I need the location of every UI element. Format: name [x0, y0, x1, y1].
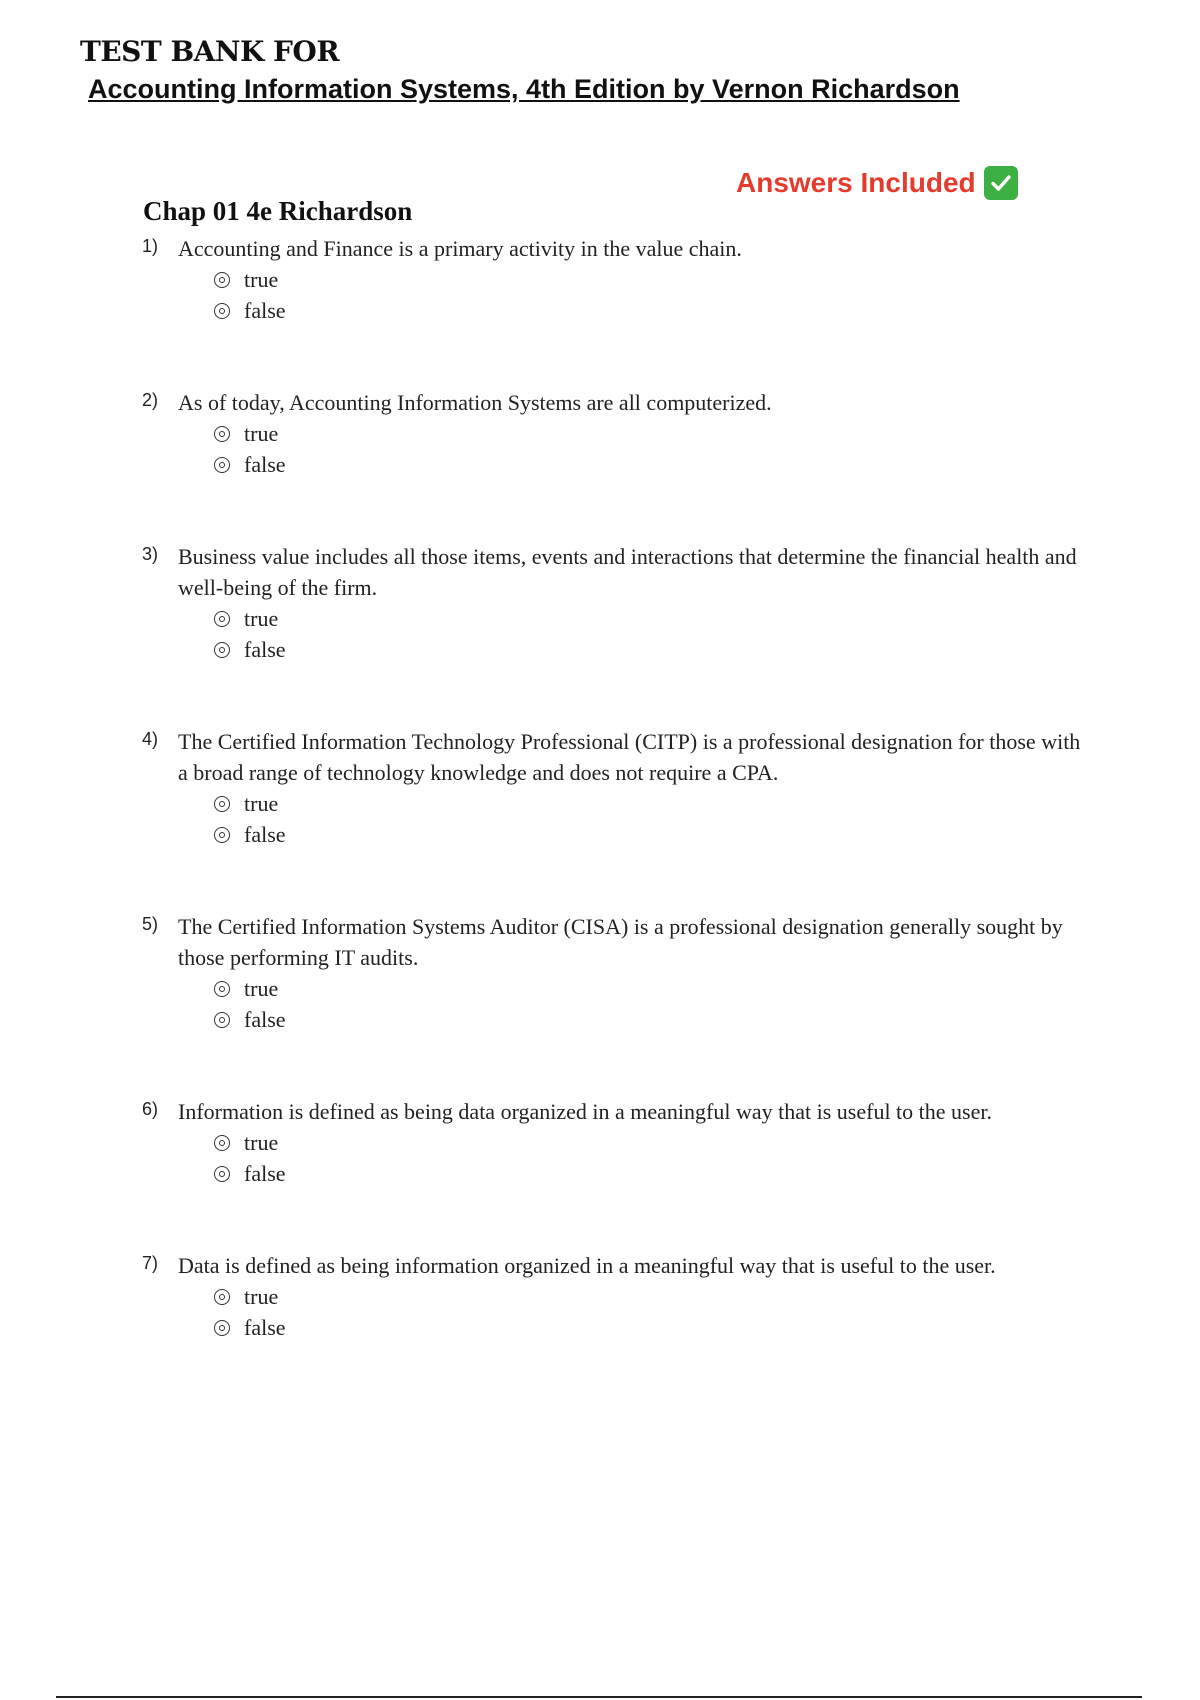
option-label: false	[244, 1314, 286, 1340]
document-subtitle: Accounting Information Systems, 4th Edition by Vernon Richardson	[88, 74, 960, 104]
question-number: 2)	[142, 390, 159, 410]
question-text: Data is defined as being information organized in a meaningful way that is useful to the user.	[178, 1253, 996, 1278]
question-item	[142, 911, 1082, 1035]
option-label: false	[244, 1006, 286, 1032]
question-item	[142, 233, 1082, 326]
option-label: true	[244, 975, 279, 1001]
question-text: As of today, Accounting Information Systems are all computerized.	[178, 390, 772, 415]
question-text: Business value includes all those items, events and interactions that determine the financial health and well-being of the firm.	[178, 544, 1077, 600]
radio-button-icon[interactable]	[214, 272, 230, 288]
document-header	[80, 34, 960, 106]
option-false[interactable]	[214, 449, 1082, 480]
question-item	[142, 1250, 1082, 1343]
answers-included-badge	[736, 166, 1018, 200]
question-number: 1)	[142, 236, 159, 256]
radio-button-icon[interactable]	[214, 426, 230, 442]
radio-button-icon[interactable]	[214, 1166, 230, 1182]
option-label: false	[244, 821, 286, 847]
check-box-icon	[984, 166, 1018, 200]
option-label: false	[244, 1160, 286, 1186]
option-label: false	[244, 297, 286, 323]
radio-button-icon[interactable]	[214, 827, 230, 843]
option-true[interactable]	[214, 1281, 1082, 1312]
radio-button-icon[interactable]	[214, 303, 230, 319]
radio-button-icon[interactable]	[214, 796, 230, 812]
option-label: true	[244, 790, 279, 816]
option-false[interactable]	[214, 295, 1082, 326]
radio-button-icon[interactable]	[214, 457, 230, 473]
option-true[interactable]	[214, 973, 1082, 1004]
option-false[interactable]	[214, 819, 1082, 850]
question-item	[142, 1096, 1082, 1189]
question-number: 6)	[142, 1099, 159, 1119]
question-number: 4)	[142, 729, 159, 749]
radio-button-icon[interactable]	[214, 981, 230, 997]
radio-button-icon[interactable]	[214, 642, 230, 658]
question-item	[142, 726, 1082, 850]
question-item	[142, 387, 1082, 480]
option-label: true	[244, 420, 279, 446]
option-true[interactable]	[214, 788, 1082, 819]
option-true[interactable]	[214, 264, 1082, 295]
document-title: TEST BANK FOR	[80, 35, 340, 68]
radio-button-icon[interactable]	[214, 1289, 230, 1305]
option-false[interactable]	[214, 1004, 1082, 1035]
footer-divider	[56, 1696, 1142, 1698]
radio-button-icon[interactable]	[214, 611, 230, 627]
question-number: 5)	[142, 914, 159, 934]
chapter-heading: Chap 01 4e Richardson	[143, 196, 413, 226]
option-label: false	[244, 451, 286, 477]
option-label: true	[244, 605, 279, 631]
option-true[interactable]	[214, 1127, 1082, 1158]
option-label: false	[244, 636, 286, 662]
option-true[interactable]	[214, 418, 1082, 449]
option-true[interactable]	[214, 603, 1082, 634]
radio-button-icon[interactable]	[214, 1135, 230, 1151]
option-label: true	[244, 1283, 279, 1309]
question-text: Accounting and Finance is a primary activity in the value chain.	[178, 236, 742, 261]
question-text: Information is defined as being data organized in a meaningful way that is useful to the user.	[178, 1099, 992, 1124]
option-false[interactable]	[214, 1312, 1082, 1343]
option-label: true	[244, 1129, 279, 1155]
question-text: The Certified Information Systems Auditor (CISA) is a professional designation generally sought by those performing IT audits.	[178, 914, 1063, 970]
question-text: The Certified Information Technology Professional (CITP) is a professional designation for those with a broad range of technology knowledge and does not require a CPA.	[178, 729, 1081, 785]
question-item	[142, 541, 1082, 665]
question-number: 3)	[142, 544, 159, 564]
option-label: true	[244, 266, 279, 292]
question-number: 7)	[142, 1253, 159, 1273]
option-false[interactable]	[214, 1158, 1082, 1189]
radio-button-icon[interactable]	[214, 1012, 230, 1028]
radio-button-icon[interactable]	[214, 1320, 230, 1336]
answers-included-label: Answers Included	[736, 167, 976, 198]
option-false[interactable]	[214, 634, 1082, 665]
